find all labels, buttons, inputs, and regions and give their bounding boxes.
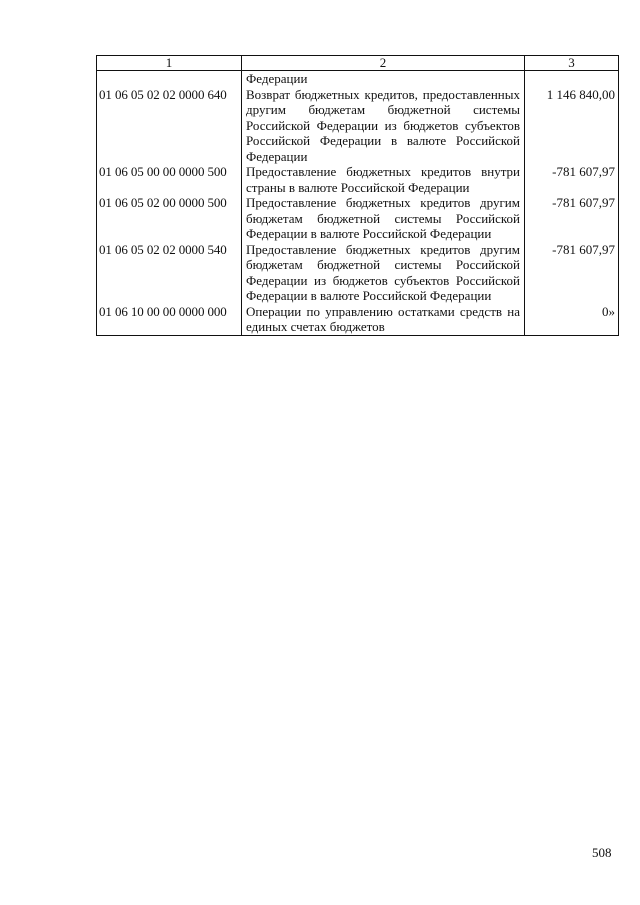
code-cell: 01 06 05 02 00 0000 500 [97, 195, 242, 242]
column-header-3: 3 [525, 56, 619, 71]
amount-cell: 0» [525, 304, 619, 336]
code-cell: 01 06 05 02 02 0000 540 [97, 242, 242, 304]
description-cell: Предоставление бюджетных кредитов другим бюджетам бюджетной системы Российской Федерации из бюджетов субъектов Российской Федерации в валюте Российской Федерации [242, 242, 525, 304]
column-header-2: 2 [242, 56, 525, 71]
amount-cell [525, 71, 619, 87]
amount-cell: -781 607,97 [525, 164, 619, 195]
table-row [97, 71, 619, 87]
table-row [97, 87, 619, 165]
table-row [97, 304, 619, 336]
amount-cell: -781 607,97 [525, 195, 619, 242]
code-cell [97, 71, 242, 87]
page-number: 508 [592, 845, 612, 860]
table-header-row [97, 56, 619, 71]
description-cell: Возврат бюджетных кредитов, предоставленных другим бюджетам бюджетной системы Российской Федерации из бюджетов субъектов Российской Федерации в валюте Российской Федерации [242, 87, 525, 165]
column-header-1: 1 [97, 56, 242, 71]
amount-cell: 1 146 840,00 [525, 87, 619, 165]
description-cell: Операции по управлению остатками средств на единых счетах бюджетов [242, 304, 525, 336]
code-cell: 01 06 05 02 02 0000 640 [97, 87, 242, 165]
code-cell: 01 06 05 00 00 0000 500 [97, 164, 242, 195]
table-row [97, 242, 619, 304]
budget-sources-table [96, 55, 619, 336]
table-row [97, 195, 619, 242]
table-row [97, 164, 619, 195]
code-cell: 01 06 10 00 00 0000 000 [97, 304, 242, 336]
description-cell: Федерации [242, 71, 525, 87]
amount-cell: -781 607,97 [525, 242, 619, 304]
description-cell: Предоставление бюджетных кредитов внутри страны в валюте Российской Федерации [242, 164, 525, 195]
description-cell: Предоставление бюджетных кредитов другим бюджетам бюджетной системы Российской Федерации в валюте Российской Федерации [242, 195, 525, 242]
